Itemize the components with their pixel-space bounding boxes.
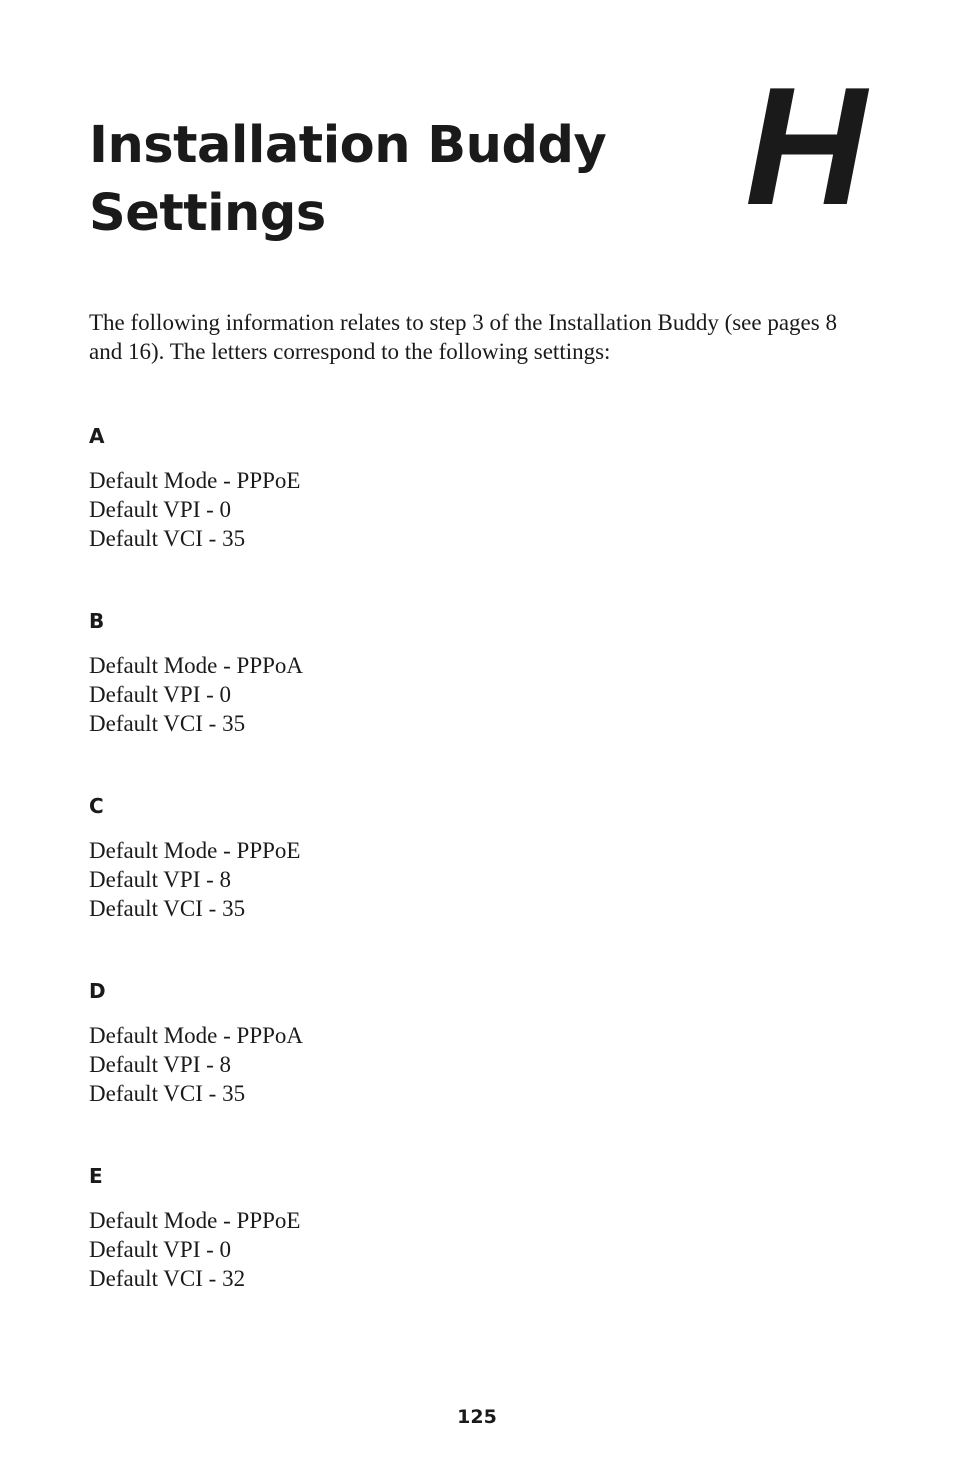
section-c xyxy=(89,794,300,923)
setting-vci: Default VCI - 32 xyxy=(89,1266,246,1291)
setting-mode: Default Mode - PPPoA xyxy=(89,653,304,678)
setting-vci: Default VCI - 35 xyxy=(89,1081,246,1106)
section-letter: C xyxy=(89,794,104,818)
chapter-letter: H xyxy=(745,52,863,240)
setting-mode: Default Mode - PPPoE xyxy=(89,838,301,863)
section-e xyxy=(89,1164,300,1293)
page-title xyxy=(89,112,606,248)
section-letter: E xyxy=(89,1164,103,1188)
setting-mode: Default Mode - PPPoE xyxy=(89,1208,301,1233)
section-letter: A xyxy=(89,424,105,448)
setting-vpi: Default VPI - 0 xyxy=(89,1237,232,1262)
setting-vci: Default VCI - 35 xyxy=(89,711,246,736)
intro-paragraph: The following information relates to step 3 of the Installation Buddy (see pages 8 and 16). The letters correspond to the following settings: xyxy=(89,310,837,364)
setting-vpi: Default VPI - 8 xyxy=(89,1052,232,1077)
setting-vci: Default VCI - 35 xyxy=(89,896,246,921)
page-title-line-1: Installation Buddy xyxy=(89,116,607,175)
setting-vpi: Default VPI - 0 xyxy=(89,497,232,522)
section-letter: B xyxy=(89,609,105,633)
section-letter: D xyxy=(89,979,106,1003)
section-d xyxy=(89,979,303,1108)
setting-vpi: Default VPI - 8 xyxy=(89,867,232,892)
page-title-line-2: Settings xyxy=(89,184,326,243)
page-number: 125 xyxy=(457,1406,497,1428)
setting-vci: Default VCI - 35 xyxy=(89,526,246,551)
section-a xyxy=(89,424,300,553)
section-b xyxy=(89,609,303,738)
setting-vpi: Default VPI - 0 xyxy=(89,682,232,707)
setting-mode: Default Mode - PPPoA xyxy=(89,1023,304,1048)
setting-mode: Default Mode - PPPoE xyxy=(89,468,301,493)
